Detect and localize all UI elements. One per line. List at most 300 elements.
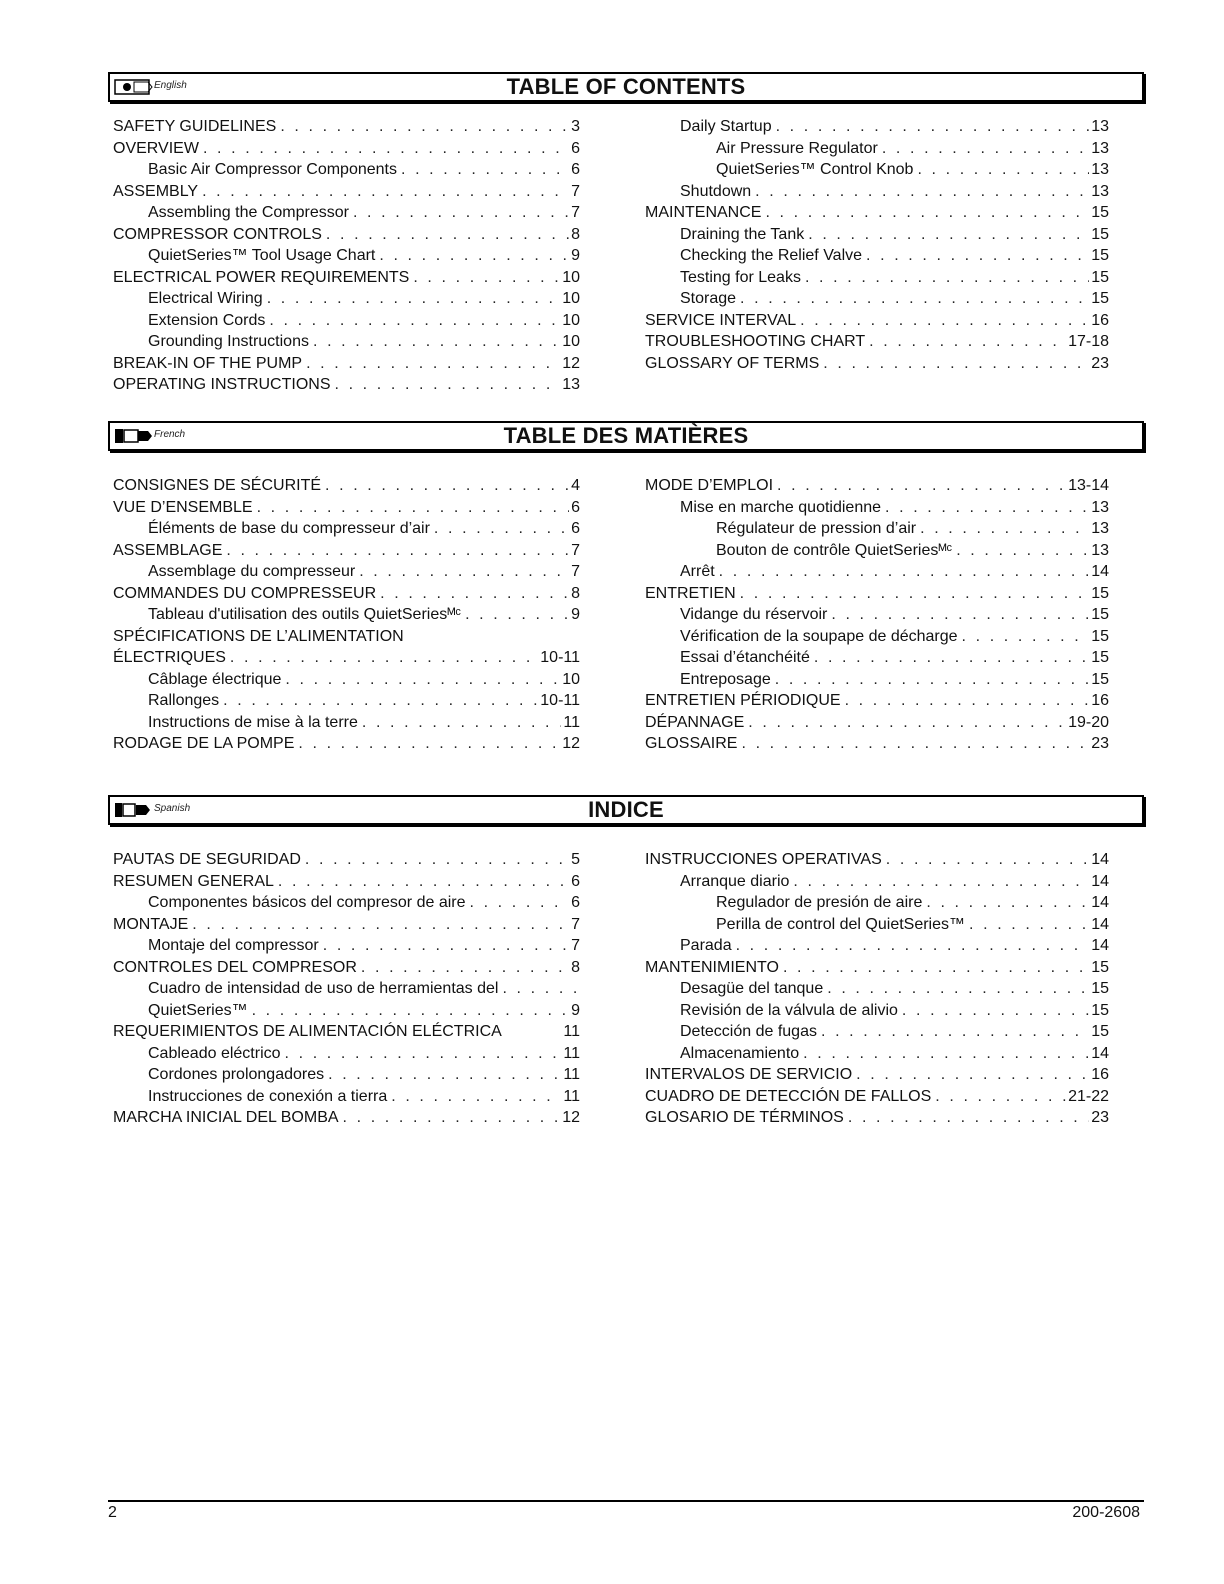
toc-entry-title: Bouton de contrôle QuietSeriesᴹᶜ [716, 541, 953, 559]
dot-leader [285, 1043, 562, 1065]
toc-entry-page: 13-14 [1068, 477, 1109, 494]
toc-entry-title: CONTROLES DEL COMPRESOR [113, 958, 357, 976]
toc-entry-page: 15 [1091, 606, 1109, 623]
toc-entry[interactable] [645, 647, 1109, 669]
toc-entry-title: Testing for Leaks [680, 268, 801, 286]
dot-leader [748, 712, 1066, 734]
toc-entry[interactable] [113, 978, 580, 1000]
toc-entry-title: Vidange du réservoir [680, 606, 828, 623]
toc-entry-title: Instrucciones de conexión a tierra [148, 1087, 388, 1105]
toc-entry[interactable] [113, 267, 580, 289]
toc-entry-title: Componentes básicos del compresor de aire [148, 894, 466, 911]
toc-entry-page: 23 [1091, 735, 1109, 752]
toc-entry[interactable] [113, 583, 580, 605]
toc-entry[interactable] [113, 475, 580, 497]
toc-entry-title: Electrical Wiring [148, 290, 263, 307]
toc-column-left [113, 849, 580, 1129]
toc-entry-title: Montaje del compressor [148, 937, 319, 954]
toc-entry-page: 10 [562, 333, 580, 350]
toc-entry-page: 4 [571, 477, 580, 494]
toc-entry-page: 15 [1091, 1023, 1109, 1040]
toc-entry[interactable] [645, 604, 1109, 626]
dot-leader [886, 849, 1089, 871]
toc-entry-title: MARCHA INICIAL DEL BOMBA [113, 1109, 339, 1126]
toc-entry-page: 15 [1091, 670, 1109, 688]
toc-entry-title: Éléments de base du compresseur d’air [148, 520, 430, 537]
toc-entry-title: ASSEMBLY [113, 182, 199, 200]
dot-leader [740, 583, 1090, 605]
toc-entry-title: PAUTAS DE SEGURIDAD [113, 851, 301, 868]
toc-entry-title: Tableau d'utilisation des outils QuietSeriesᴹᶜ [148, 606, 462, 623]
dot-leader [223, 690, 538, 712]
dot-leader [203, 138, 569, 160]
toc-entry[interactable] [113, 733, 580, 755]
toc-entry[interactable] [645, 935, 1109, 957]
toc-entry[interactable] [113, 518, 580, 540]
toc-entry-title: Almacenamiento [680, 1044, 800, 1062]
toc-entry-page: 8 [571, 958, 580, 976]
toc-entry[interactable] [113, 690, 580, 712]
dot-leader [805, 267, 1089, 289]
dot-leader [285, 669, 560, 691]
toc-entry-page: 9 [571, 1001, 580, 1019]
toc-entry-title: INTERVALOS DE SERVICIO [645, 1066, 853, 1083]
toc-entry[interactable] [645, 914, 1109, 936]
toc-entry[interactable] [113, 374, 580, 396]
toc-entry-page: 15 [1091, 204, 1109, 221]
toc-entry-title: QuietSeries™ [148, 1001, 248, 1019]
toc-entry[interactable] [645, 288, 1109, 310]
toc-entry-page: 11 [563, 1044, 580, 1062]
toc-entry-page: 13 [1091, 118, 1109, 135]
toc-entry[interactable] [113, 138, 580, 160]
dot-leader [741, 733, 1089, 755]
toc-entry-title: Draining the Tank [680, 225, 805, 243]
toc-entry-page: 21-22 [1068, 1087, 1109, 1105]
dot-leader [267, 288, 561, 310]
toc-entry-title: MANTENIMIENTO [645, 958, 779, 976]
toc-entry-title: CONSIGNES DE SÉCURITÉ [113, 477, 322, 494]
toc-entry-page: 15 [1091, 268, 1109, 286]
toc-entry[interactable] [113, 202, 580, 224]
toc-entry-page: 11 [563, 1066, 580, 1083]
toc-entry-page: 6 [571, 894, 580, 911]
dot-leader [257, 497, 570, 519]
toc-section-english [108, 72, 1144, 393]
toc-entry-title: SAFETY GUIDELINES [113, 118, 277, 135]
toc-entry-title: Cuadro de intensidad de uso de herramientas del [148, 980, 499, 997]
dot-leader [831, 604, 1089, 626]
toc-entry[interactable] [113, 1064, 580, 1086]
toc-entry[interactable] [645, 892, 1109, 914]
dot-leader [814, 647, 1089, 669]
toc-entry[interactable] [113, 288, 580, 310]
section-title: TABLE DES MATIÈRES [503, 423, 749, 448]
toc-entry-page: 15 [1091, 290, 1109, 307]
dot-leader [755, 181, 1089, 203]
toc-entry-title: ASSEMBLAGE [113, 541, 223, 559]
toc-entry-page: 6 [571, 161, 580, 178]
toc-entry-page: 10 [562, 311, 580, 329]
toc-entry-page: 14 [1091, 563, 1109, 580]
toc-entry-page: 14 [1091, 851, 1109, 868]
dot-leader [827, 978, 1089, 1000]
dot-leader [821, 1021, 1089, 1043]
toc-entry[interactable] [645, 138, 1109, 160]
toc-entry[interactable] [113, 159, 580, 181]
dot-leader [380, 583, 569, 605]
toc-entry[interactable] [645, 267, 1109, 289]
toc-entry[interactable] [645, 1107, 1109, 1129]
toc-entry-page: 7 [571, 204, 580, 221]
toc-entry[interactable] [113, 540, 580, 562]
toc-entry[interactable] [645, 669, 1109, 691]
section-title: INDICE [588, 797, 664, 822]
dot-leader [902, 1000, 1089, 1022]
toc-entry-title: Entreposage [680, 670, 771, 688]
dot-leader [845, 690, 1090, 712]
dot-leader [280, 116, 569, 138]
toc-entry[interactable] [645, 712, 1109, 734]
dot-leader [740, 288, 1089, 310]
toc-column-left [113, 475, 580, 755]
toc-entry[interactable] [113, 1021, 580, 1043]
dot-leader [252, 1000, 570, 1022]
toc-entry[interactable] [113, 957, 580, 979]
toc-entry[interactable] [645, 202, 1109, 224]
toc-entry[interactable] [645, 1086, 1109, 1108]
toc-entry-page: 23 [1091, 1109, 1109, 1126]
toc-entry-title: SPÉCIFICATIONS DE L’ALIMENTATION [113, 627, 404, 645]
toc-entry-title: Detección de fugas [680, 1023, 817, 1040]
toc-entry[interactable] [113, 353, 580, 375]
toc-entry[interactable] [113, 224, 580, 246]
toc-entry-page: 15 [1091, 980, 1109, 997]
document-number: 200-2608 [1072, 1504, 1140, 1521]
toc-entry-title: Revisión de la válvula de alivio [680, 1001, 898, 1019]
dot-leader [353, 202, 569, 224]
toc-entry[interactable] [645, 871, 1109, 893]
toc-entry-title: Régulateur de pression d’air [716, 520, 917, 537]
section-title: TABLE OF CONTENTS [506, 74, 746, 99]
toc-entry-title: Instructions de mise à la terre [148, 713, 358, 731]
dot-leader [848, 1107, 1089, 1129]
toc-entry-title: Câblage électrique [148, 670, 282, 688]
toc-entry-title: Cordones prolongadores [148, 1066, 325, 1083]
language-label: Spanish [154, 803, 191, 814]
toc-entry-title: Perilla de control del QuietSeries™ [716, 915, 966, 933]
dot-leader [793, 871, 1089, 893]
toc-entry[interactable] [113, 331, 580, 353]
toc-entry-title: MAINTENANCE [645, 204, 762, 221]
dot-leader [502, 978, 578, 1000]
dot-leader [323, 935, 569, 957]
toc-entry-page: 8 [571, 584, 580, 602]
dot-leader [882, 138, 1089, 160]
toc-entry-page: 15 [1091, 584, 1109, 602]
dot-leader [305, 849, 569, 871]
toc-entry-page: 12 [562, 1109, 580, 1126]
toc-entry-title: REQUERIMIENTOS DE ALIMENTACIÓN ELÉCTRICA [113, 1023, 502, 1040]
toc-entry-title: Parada [680, 937, 732, 954]
toc-entry[interactable] [645, 116, 1109, 138]
dot-leader [192, 914, 569, 936]
toc-entry-page: 13 [1091, 139, 1109, 157]
toc-entry-page: 7 [571, 563, 580, 580]
toc-entry-title: Mise en marche quotidienne [680, 498, 882, 516]
language-label: French [154, 429, 186, 440]
toc-entry[interactable] [645, 353, 1109, 375]
toc-entry-page: 11 [563, 1023, 580, 1040]
toc-entry[interactable] [113, 116, 580, 138]
toc-entry-title: Cableado eléctrico [148, 1044, 281, 1062]
toc-entry[interactable] [645, 518, 1109, 540]
footer-rule [108, 1500, 1144, 1502]
toc-entry-page: 11 [563, 713, 580, 731]
toc-entry-page: 6 [571, 498, 580, 516]
toc-entry-title: SERVICE INTERVAL [645, 311, 797, 329]
toc-entry-title: ENTRETIEN PÉRIODIQUE [645, 692, 841, 709]
toc-entry-page: 10-11 [540, 692, 580, 709]
toc-entry[interactable] [113, 871, 580, 893]
toc-entry-title: Assembling the Compressor [148, 204, 349, 221]
toc-entry-title: Daily Startup [680, 118, 772, 135]
toc-entry-page: 10 [562, 268, 580, 286]
toc-entry-title: GLOSARIO DE TÉRMINOS [645, 1109, 844, 1126]
toc-entry-title: Shutdown [680, 182, 752, 200]
toc-entry[interactable] [113, 914, 580, 936]
dot-leader [803, 1043, 1089, 1065]
toc-entry-title: ENTRETIEN [645, 584, 736, 602]
toc-entry-page: 15 [1091, 225, 1109, 243]
toc-entry[interactable] [113, 310, 580, 332]
toc-entry-page: 19-20 [1068, 713, 1109, 731]
dot-leader [956, 540, 1089, 562]
dot-leader [298, 733, 560, 755]
toc-entry-title: RODAGE DE LA POMPE [113, 735, 295, 752]
dot-leader [202, 181, 569, 203]
toc-entry[interactable] [113, 669, 580, 691]
toc-entry-page: 6 [571, 520, 580, 537]
dot-leader [969, 914, 1089, 936]
toc-entry-title: GLOSSAIRE [645, 735, 738, 752]
toc-entry-page: 13 [1091, 161, 1109, 178]
toc-entry[interactable] [113, 892, 580, 914]
toc-entry-page: 7 [571, 541, 580, 559]
toc-entry-page: 3 [571, 118, 580, 135]
toc-entry[interactable] [113, 626, 580, 648]
toc-entry[interactable] [645, 583, 1109, 605]
toc-entry[interactable] [645, 224, 1109, 246]
toc-entry-page: 14 [1091, 937, 1109, 954]
toc-entry-title: Checking the Relief Valve [680, 247, 863, 264]
dot-leader [917, 159, 1089, 181]
toc-section-french [108, 421, 1144, 752]
toc-entry[interactable] [113, 712, 580, 734]
toc-entry[interactable] [113, 647, 580, 669]
toc-entry-page: 12 [562, 735, 580, 752]
dot-leader [278, 871, 569, 893]
dot-leader [736, 935, 1090, 957]
toc-entry[interactable] [645, 540, 1109, 562]
dot-leader [926, 892, 1089, 914]
dot-leader [935, 1086, 1066, 1108]
toc-entry-title: Desagüe del tanque [680, 980, 824, 997]
toc-entry[interactable] [645, 181, 1109, 203]
toc-entry-title: ÉLECTRIQUES [113, 649, 226, 666]
toc-entry-page: 6 [571, 872, 580, 890]
toc-entry[interactable] [645, 497, 1109, 519]
toc-entry[interactable] [645, 1021, 1109, 1043]
dot-leader [413, 267, 560, 289]
toc-entry-title: OVERVIEW [113, 139, 199, 157]
toc-entry-title: Storage [680, 290, 737, 307]
toc-entry-title: Grounding Instructions [148, 333, 309, 350]
toc-entry-page: 13 [1091, 520, 1109, 537]
toc-entry[interactable] [645, 475, 1109, 497]
dot-leader [226, 540, 569, 562]
toc-entry-page: 9 [571, 606, 580, 623]
toc-entry[interactable] [645, 1000, 1109, 1022]
toc-entry-title: GLOSSARY OF TERMS [645, 354, 820, 372]
toc-entry-title: QuietSeries™ Control Knob [716, 161, 914, 178]
dot-leader [866, 245, 1089, 267]
toc-entry-page: 15 [1091, 627, 1109, 645]
toc-entry[interactable] [645, 957, 1109, 979]
toc-entry-title: OPERATING INSTRUCTIONS [113, 376, 331, 393]
toc-entry[interactable] [113, 561, 580, 583]
toc-entry-page: 12 [562, 354, 580, 372]
toc-entry-title: INSTRUCCIONES OPERATIVAS [645, 851, 882, 868]
toc-entry-page: 10 [562, 290, 580, 307]
toc-entry[interactable] [645, 159, 1109, 181]
toc-entry-page: 16 [1091, 692, 1109, 709]
toc-entry-title: Arrêt [680, 563, 715, 580]
toc-entry-page: 13 [1091, 182, 1109, 200]
section-header [108, 421, 1144, 451]
toc-entry-title: COMMANDES DU COMPRESSEUR [113, 584, 377, 602]
dot-leader [335, 374, 561, 396]
toc-entry[interactable] [113, 849, 580, 871]
toc-entry[interactable] [645, 626, 1109, 648]
toc-entry[interactable] [113, 497, 580, 519]
toc-entry[interactable] [113, 181, 580, 203]
section-header [108, 72, 1144, 102]
toc-entry-title: Extension Cords [148, 311, 266, 329]
toc-entry-page: 7 [571, 937, 580, 954]
toc-column-right [645, 116, 1109, 374]
dot-leader [361, 957, 569, 979]
toc-entry-page: 23 [1091, 354, 1109, 372]
toc-entry[interactable] [113, 1000, 580, 1022]
dot-leader [783, 957, 1089, 979]
toc-entry-page: 13 [562, 376, 580, 393]
dot-leader [962, 626, 1090, 648]
toc-entry[interactable] [645, 849, 1109, 871]
toc-entry-title: Basic Air Compressor Components [148, 161, 397, 178]
toc-entry-page: 13 [1091, 498, 1109, 516]
toc-entry-page: 14 [1091, 915, 1109, 933]
dot-leader [823, 353, 1089, 375]
toc-entry-title: ELECTRICAL POWER REQUIREMENTS [113, 268, 410, 286]
dot-leader [379, 245, 569, 267]
dot-leader [775, 669, 1089, 691]
toc-entry-page: 16 [1091, 1066, 1109, 1083]
toc-entry[interactable] [113, 1086, 580, 1108]
dot-leader [869, 331, 1066, 353]
toc-entry-page: 7 [571, 915, 580, 933]
toc-entry-title: Essai d’étanchéité [680, 649, 810, 666]
toc-entry[interactable] [645, 690, 1109, 712]
toc-entry[interactable] [645, 1064, 1109, 1086]
dot-leader [465, 604, 569, 626]
toc-entry[interactable] [645, 561, 1109, 583]
toc-entry-page: 7 [571, 182, 580, 200]
toc-entry-title: Rallonges [148, 692, 220, 709]
toc-entry-page: 14 [1091, 1044, 1109, 1062]
toc-entry-page: 15 [1091, 1001, 1109, 1019]
toc-entry-title: MODE D’EMPLOI [645, 477, 774, 494]
toc-entry-title: MONTAJE [113, 915, 189, 933]
dot-leader [719, 561, 1090, 583]
toc-entry-page: 10 [562, 670, 580, 688]
dot-leader [470, 892, 570, 914]
toc-entry[interactable] [113, 1107, 580, 1129]
dot-leader [325, 475, 569, 497]
toc-entry[interactable] [645, 245, 1109, 267]
toc-entry-title: BREAK-IN OF THE PUMP [113, 354, 303, 372]
toc-entry[interactable] [113, 245, 580, 267]
dot-leader [885, 497, 1089, 519]
dot-leader [765, 202, 1089, 224]
toc-entry-title: CUADRO DE DETECCIÓN DE FALLOS [645, 1087, 932, 1105]
toc-entry-page: 15 [1091, 247, 1109, 264]
toc-entry-title: RESUMEN GENERAL [113, 872, 274, 890]
toc-entry[interactable] [645, 978, 1109, 1000]
dot-leader [391, 1086, 561, 1108]
toc-entry-page: 14 [1091, 872, 1109, 890]
toc-entry-page: 6 [571, 139, 580, 157]
toc-entry-title: QuietSeries™ Tool Usage Chart [148, 247, 376, 264]
dot-leader [800, 310, 1089, 332]
dot-leader [359, 561, 569, 583]
dot-leader [777, 475, 1066, 497]
dot-leader [920, 518, 1089, 540]
toc-entry-page: 15 [1091, 649, 1109, 666]
toc-entry[interactable] [645, 331, 1109, 353]
toc-column-left [113, 116, 580, 396]
toc-entry[interactable] [113, 604, 580, 626]
dot-leader [808, 224, 1089, 246]
toc-entry-page: 17-18 [1068, 333, 1109, 350]
dot-leader [362, 712, 562, 734]
toc-entry[interactable] [645, 733, 1109, 755]
toc-entry[interactable] [113, 1043, 580, 1065]
toc-entry[interactable] [113, 935, 580, 957]
toc-column-right [645, 849, 1109, 1129]
toc-entry[interactable] [645, 1043, 1109, 1065]
dot-leader [269, 310, 560, 332]
toc-entry[interactable] [645, 310, 1109, 332]
toc-entry-title: TROUBLESHOOTING CHART [645, 333, 866, 350]
toc-entry-page: 8 [571, 225, 580, 243]
toc-entry-title: COMPRESSOR CONTROLS [113, 225, 322, 243]
toc-entry-page: 14 [1091, 894, 1109, 911]
section-header [108, 795, 1144, 825]
toc-section-spanish [108, 795, 1144, 1126]
toc-entry-title: VUE D’ENSEMBLE [113, 498, 253, 516]
dot-leader [328, 1064, 561, 1086]
